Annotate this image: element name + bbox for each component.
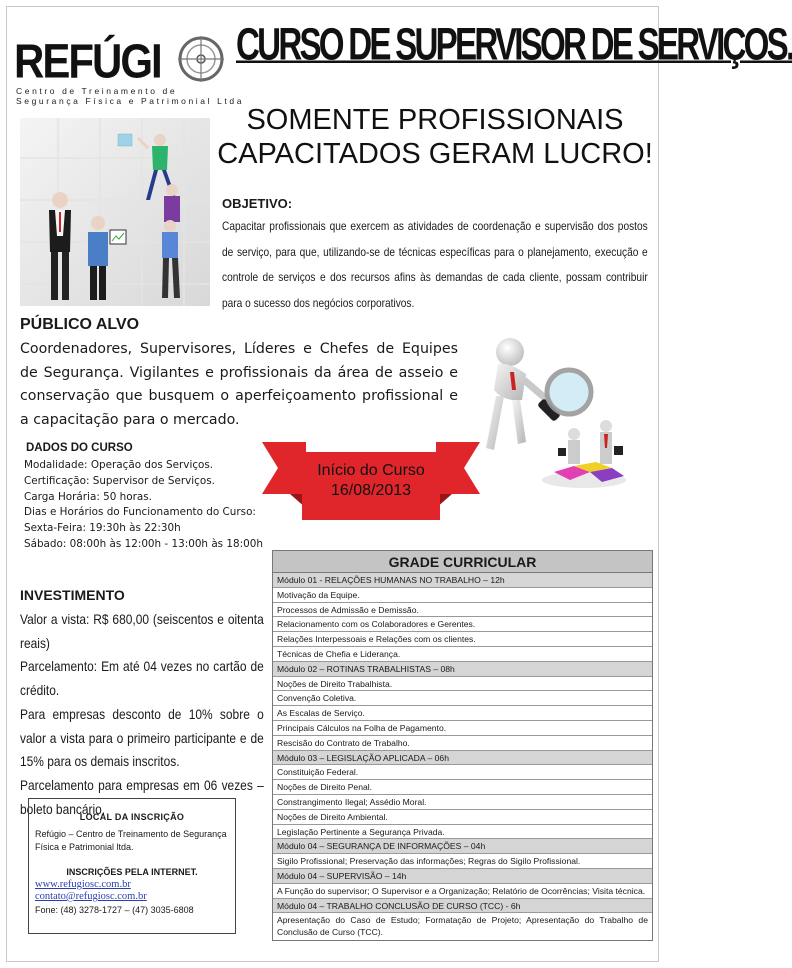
investimento-item: Parcelamento: Em até 04 vezes no cartão de crédito.	[20, 659, 264, 699]
tagline-line-1: SOMENTE PROFISSIONAIS	[246, 104, 624, 136]
topic-row: Rescisão do Contrato de Trabalho.	[273, 736, 652, 751]
start-date-text	[300, 461, 442, 501]
topic-row: Processos de Admissão e Demissão.	[273, 603, 652, 618]
publico-alvo-title: PÚBLICO ALVO	[20, 316, 140, 333]
investimento-item: Para empresas desconto de 10% sobre o valor a vista para o primeiro participante e de 15% para os demais inscritos.	[20, 706, 264, 770]
logo-wordmark: REFÚGI	[14, 34, 161, 89]
dados-do-curso-title: DADOS DO CURSO	[26, 442, 133, 454]
dados-do-curso-list	[24, 458, 274, 553]
logo-subtitle-line-1: Centro de Treinamento de	[16, 86, 178, 96]
logo-subtitle-line-2: Segurança Física e Patrimonial Ltda	[16, 96, 245, 106]
email-link[interactable]: contato@refugiosc.com.br	[35, 891, 147, 902]
topic-row: Sigilo Profissional; Preservação das informações; Regras do Sigilo Profissional.	[273, 854, 652, 869]
module-row: Módulo 02 – ROTINAS TRABALHISTAS – 08h	[273, 662, 652, 677]
topic-row: Noções de Direito Penal.	[273, 780, 652, 795]
dados-item: Certificação: Supervisor de Serviços.	[24, 474, 215, 487]
module-row: Módulo 04 – SEGURANÇA DE INFORMAÇÕES – 04h	[273, 839, 652, 854]
topic-row: Apresentação do Caso de Estudo; Formatação de Projeto; Apresentação do Trabalho de Conclusão de Curso (TCC).	[277, 915, 648, 938]
grade-rows	[273, 573, 652, 940]
topic-row: Legislação Pertinente a Segurança Privada.	[273, 825, 652, 840]
grade-curricular-table	[272, 550, 653, 941]
topic-row: Constituição Federal.	[273, 765, 652, 780]
dados-item: Carga Horária: 50 horas.	[24, 490, 152, 503]
dados-item: Sábado: 08:00h às 12:00h - 13:00h às 18:00h	[24, 537, 263, 550]
tagline	[210, 103, 660, 171]
topic-row: Convenção Coletiva.	[273, 691, 652, 706]
topic-row: Noções de Direito Ambiental.	[273, 810, 652, 825]
team-puzzle-illustration	[20, 118, 210, 306]
target-crosshair-icon	[176, 34, 226, 84]
inscricoes-internet-title: INSCRIÇÕES PELA INTERNET.	[66, 867, 198, 877]
topic-row: Principais Cálculos na Folha de Pagamento.	[273, 721, 652, 736]
topic-row: Noções de Direito Trabalhista.	[273, 677, 652, 692]
investimento-item: Valor a vista: R$ 680,00 (seiscentos e oitenta reais)	[20, 612, 264, 651]
start-date-value: 16/08/2013	[330, 482, 412, 499]
module-row: Módulo 03 – LEGISLAÇÃO APLICADA – 06h	[273, 751, 652, 766]
start-date-label: Início do Curso	[317, 462, 425, 479]
investimento-item: Parcelamento para empresas em 06 vezes – boleto bancário.	[20, 777, 264, 817]
objetivo-title: OBJETIVO:	[222, 196, 293, 211]
course-title: CURSO DE SUPERVISOR DE SERVIÇOS.	[236, 18, 792, 70]
investimento-title: INVESTIMENTO	[20, 587, 125, 603]
module-row: Módulo 01 - RELAÇÕES HUMANAS NO TRABALHO – 12h	[273, 573, 652, 588]
local-inscricao-box	[28, 798, 236, 934]
module-row: Módulo 04 – SUPERVISÃO – 14h	[273, 869, 652, 884]
topic-row: Relacionamento com os Colaboradores e Gerentes.	[273, 617, 652, 632]
topic-row: Relações Interpessoais e Relações com os clientes.	[273, 632, 652, 647]
phone-numbers: Fone: (48) 3278-1727 – (47) 3035-6808	[35, 905, 194, 915]
objetivo-text: Capacitar profissionais que exercem as atividades de coordenação e supervisão dos postos de serviço, para que, utilizando-se de técnicas específicas para o planejamento, execução e controle de serviços e dos recursos afins às demandas de cada cliente, possam contribuir para o sucesso dos negócios corporativos.	[222, 219, 648, 310]
topic-row: Motivação da Equipe.	[273, 588, 652, 603]
company-logo	[14, 30, 245, 110]
topic-row: Constrangimento Ilegal; Assédio Moral.	[273, 795, 652, 810]
website-link[interactable]: www.refugiosc.com.br	[35, 879, 131, 890]
local-inscricao-title: LOCAL DA INSCRIÇÃO	[79, 812, 185, 822]
module-row: Módulo 04 – TRABALHO CONCLUSÃO DE CURSO (TCC) - 6h	[273, 899, 652, 914]
dados-item: Dias e Horários do Funcionamento do Curso:	[24, 506, 256, 519]
tagline-line-2: CAPACITADOS GERAM LUCRO!	[217, 138, 653, 170]
topic-row: As Escalas de Serviço.	[273, 706, 652, 721]
investimento-list	[20, 608, 264, 821]
dados-item: Modalidade: Operação dos Serviços.	[24, 459, 214, 471]
dados-item: Sexta-Feira: 19:30h às 22:30h	[24, 522, 181, 535]
publico-alvo-text: Coordenadores, Supervisores, Líderes e Chefes de Equipes de Segurança. Vigilantes e profissionais da área de asseio e conservação que busquem o aperfeiçoamento profissional e a capacitação para o mercado.	[20, 341, 458, 428]
magnifier-figure-illustration	[474, 330, 654, 492]
topic-row: A Função do supervisor; O Supervisor e a Organização; Relatório de Ocorrências; Visita técnica.	[273, 884, 652, 899]
topic-row: Técnicas de Chefia e Liderança.	[273, 647, 652, 662]
local-inscricao-body: Refúgio – Centro de Treinamento de Segurança Física e Patrimonial ltda.	[35, 829, 227, 852]
grade-curricular-title: GRADE CURRICULAR	[273, 551, 652, 573]
